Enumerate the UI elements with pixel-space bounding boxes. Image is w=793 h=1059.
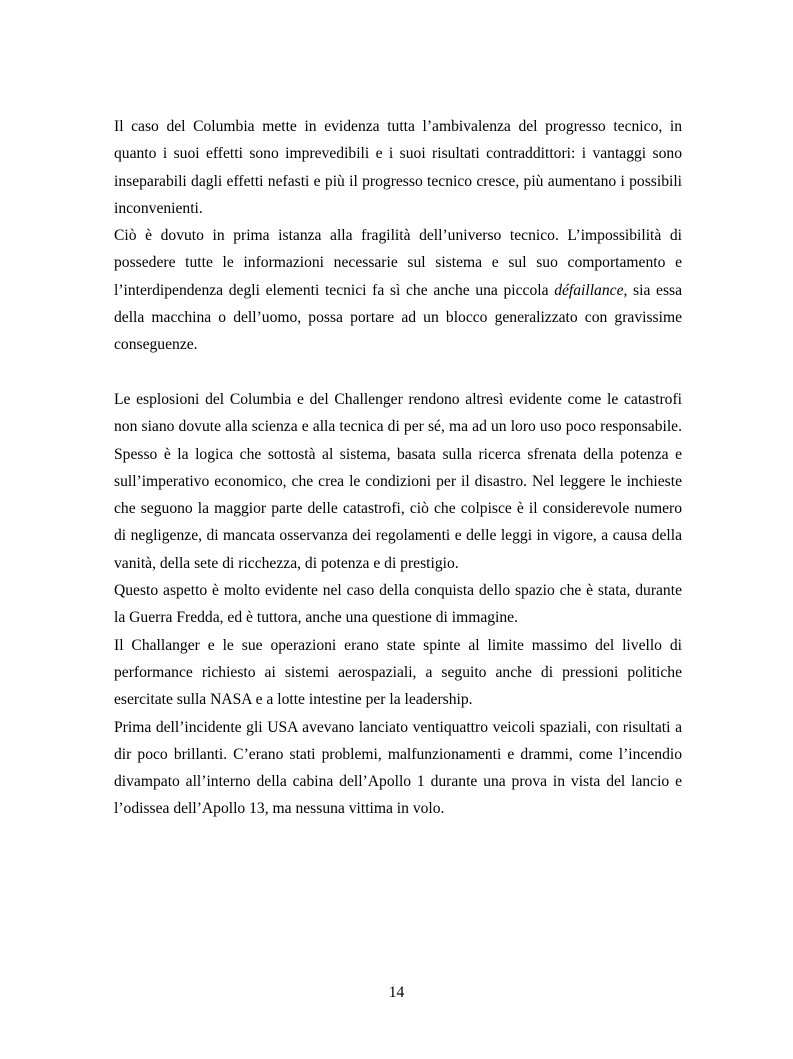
paragraph-text-before-emphasis: Ciò è dovuto in prima istanza alla fragilità dell’universo tecnico. L’impossibilità di possedere tutte le informazioni necessarie sul sistema e sul suo comportamento e l’interdipendenza degli elementi tecnici fa sì che anche una piccola (114, 227, 682, 299)
paragraph-catastrophes-responsibility: Le esplosioni del Columbia e del Challenger rendono altresì evidente come le catastrofi non siano dovute alla scienza e alla tecnica di per sé, ma ad un loro uso poco responsabile. Spesso è la logica che sottostà al sistema, basata sulla ricerca sfrenata della potenza e sull’imperativo economico, che crea le condizioni per il disastro. Nel leggere le inchieste che seguono la maggior parte delle catastrofi, ciò che colpisce è il considerevole numero di negligenze, di mancata osservanza dei regolamenti e delle leggi in vigore, a causa della vanità, della sete di ricchezza, di potenza e di prestigio. (114, 390, 682, 572)
paragraph-technical-fragility (114, 222, 682, 358)
body-text (114, 113, 682, 823)
paragraph-text-after-emphasis: , sia essa della macchina o dell’uomo, possa portare ad un blocco generalizzato con gravissime conseguenze. (114, 281, 683, 354)
page-number: 14 (388, 984, 405, 1001)
paragraph-usa-launches: Prima dell’incidente gli USA avevano lanciato ventiquattro veicoli spaziali, con risultati a dir poco brillanti. C’erano stati problemi, malfunzionamenti e drammi, come l’incendio divampato all’interno della cabina dell’Apollo 1 durante una prova in vista del lancio e l’odissea dell’Apollo 13, ma nessuna vittima in volo. (114, 718, 682, 818)
paragraph-columbia-ambivalence: Il caso del Columbia mette in evidenza tutta l’ambivalenza del progresso tecnico, in quanto i suoi effetti sono imprevedibili e i suoi risultati contraddittori: i vantaggi sono inseparabili dagli effetti nefasti e più il progresso tecnico cresce, più aumentano i possibili inconvenienti. (114, 118, 682, 217)
paragraph-space-conquest-image: Questo aspetto è molto evidente nel caso della conquista dello spazio che è stata, durante la Guerra Fredda, ed è tuttora, anche una questione di immagine. (114, 582, 682, 627)
emphasized-term: défaillance (554, 281, 624, 299)
paragraph-challenger-performance: Il Challanger e le sue operazioni erano state spinte al limite massimo del livello di performance richiesto ai sistemi aerospaziali, a seguito anche di pressioni politiche esercitate sulla NASA e a lotte intestine per la leadership. (114, 636, 682, 709)
